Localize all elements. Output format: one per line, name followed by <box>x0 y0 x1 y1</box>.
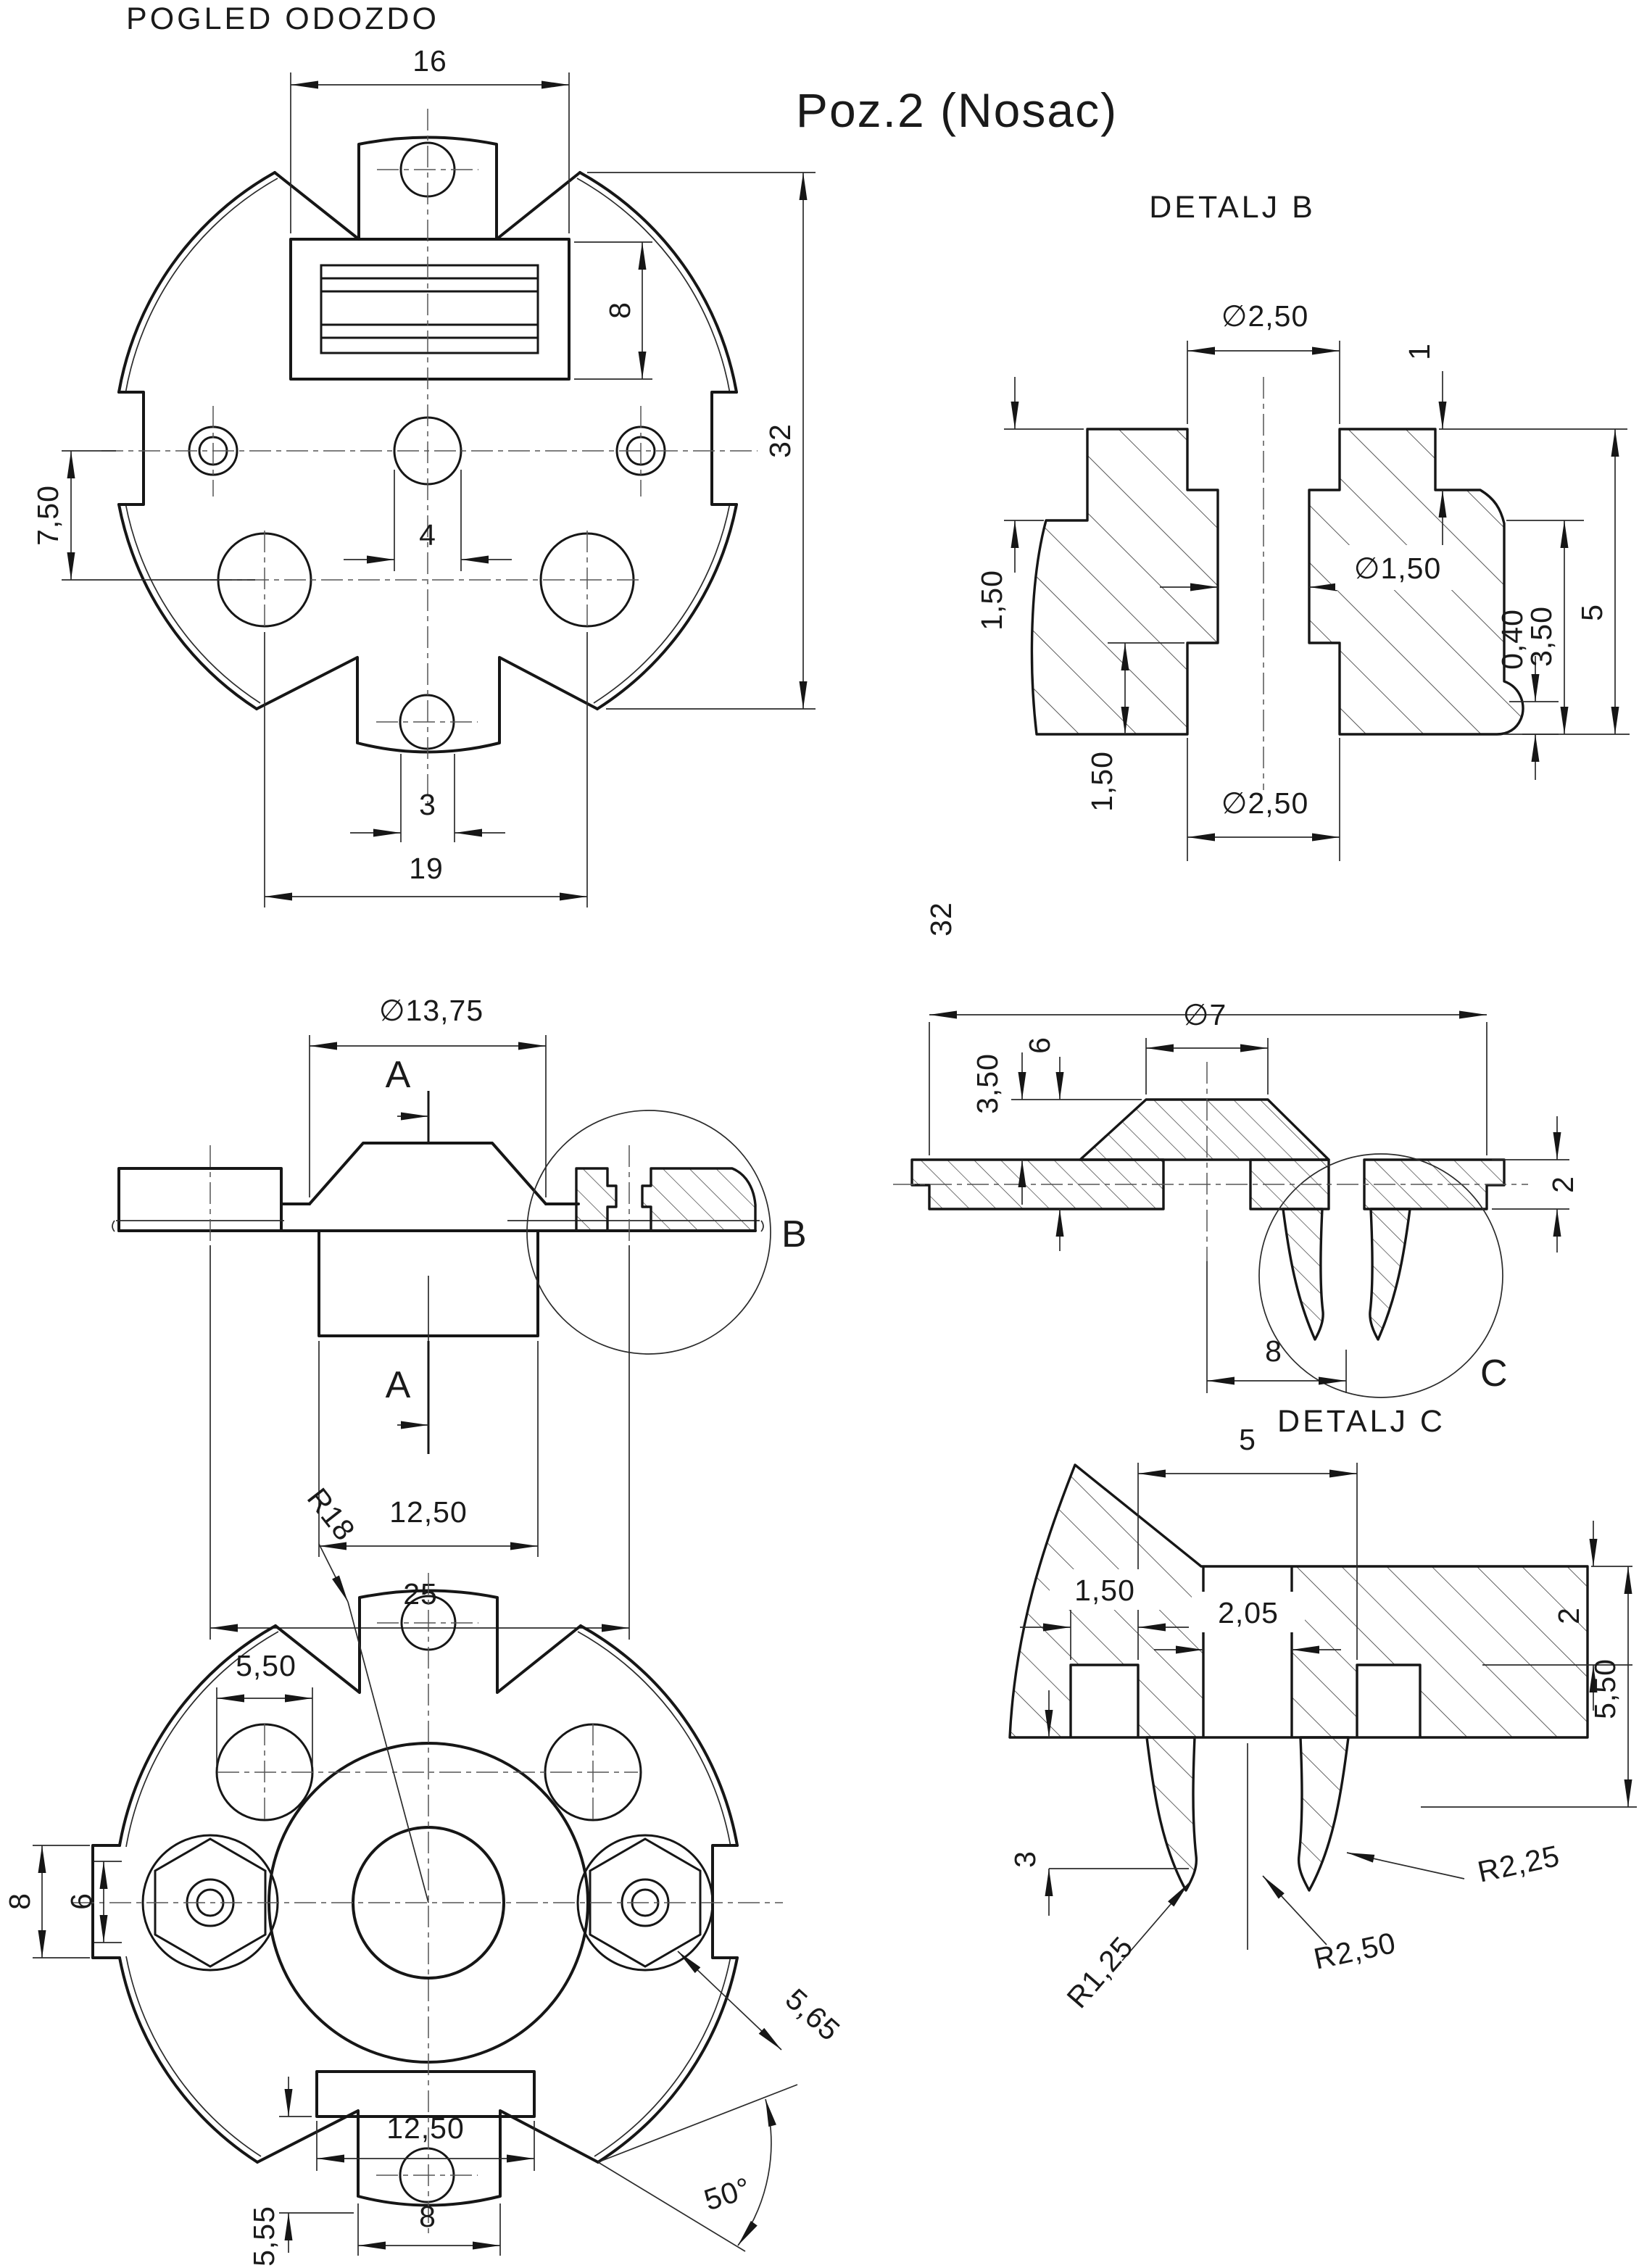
dim-32-height: 32 <box>763 423 797 458</box>
label-b: B <box>781 1213 807 1255</box>
dim-r1-25: R1,25 <box>1060 1930 1140 2015</box>
detail-c-prong-right <box>1299 1737 1348 1890</box>
view-section <box>893 902 1580 1397</box>
view-detalj-c <box>1008 1423 1637 2014</box>
dim-12-50-bar: 12,50 <box>386 2111 465 2145</box>
dim-12-50: 12,50 <box>389 1495 468 1529</box>
section-line-a <box>386 1054 428 1454</box>
dim-r2-25: R2,25 <box>1474 1838 1563 1889</box>
dim-6: 6 <box>1023 1037 1056 1054</box>
dim-4: 4 <box>419 518 436 552</box>
view-front <box>112 994 807 1640</box>
dim-19: 19 <box>409 852 444 885</box>
page-title: Poz.2 (Nosac) <box>795 83 1119 137</box>
dim-3-50: 3,50 <box>1524 606 1558 667</box>
view-title-detalj-b: DETALJ B <box>1149 190 1316 225</box>
dim-2-thickness: 2 <box>1546 1176 1580 1193</box>
dim-dia-13-75: ∅13,75 <box>378 994 484 1027</box>
interior-features <box>189 143 665 749</box>
dim-5-50: 5,50 <box>236 1649 296 1682</box>
detail-b-cut-right <box>642 1168 755 1231</box>
right-side-notch <box>713 1845 737 1958</box>
dim-6-slot: 6 <box>65 1893 98 1910</box>
dim-dia-2-50-bottom: ∅2,50 <box>1221 786 1309 820</box>
dim-dia-1-50: ∅1,50 <box>1353 552 1442 585</box>
prong-right <box>1370 1209 1410 1339</box>
dim-3-tip: 3 <box>1008 1850 1042 1868</box>
dim-1: 1 <box>1403 343 1436 360</box>
dim-dia-7: ∅7 <box>1182 998 1227 1031</box>
dim-5: 5 <box>1575 604 1609 621</box>
dim-8-tab: 8 <box>3 1893 36 1910</box>
dim-8-slot: 8 <box>603 302 636 319</box>
boss-trapezoid <box>1080 1100 1329 1160</box>
dim-1-50-groove: 1,50 <box>1074 1574 1135 1607</box>
dim-50-deg: 50° <box>700 2170 755 2217</box>
dim-5-50-depth: 5,50 <box>1588 1658 1622 1719</box>
dim-1-50-bottom: 1,50 <box>1085 751 1119 812</box>
dim-r2-50: R2,50 <box>1311 1925 1399 1976</box>
view-detalj-b <box>975 299 1630 861</box>
dim-2-thickness-c: 2 <box>1552 1607 1585 1624</box>
dim-32-width: 32 <box>924 902 958 936</box>
dim-3-50-flange: 3,50 <box>971 1053 1004 1114</box>
view-title-pogled-odozdo: POGLED ODOZDO <box>126 1 439 36</box>
dim-8-tab-bottom: 8 <box>419 2200 436 2233</box>
dim-0-40: 0,40 <box>1495 609 1529 670</box>
dim-dia-2-50-top: ∅2,50 <box>1221 299 1309 333</box>
dimensions <box>31 44 816 907</box>
dimensions <box>210 994 629 1640</box>
dim-5-55: 5,55 <box>247 2206 281 2267</box>
view-pogled-odozdo <box>31 44 816 907</box>
prong-left <box>1283 1209 1323 1339</box>
dim-25: 25 <box>403 1577 438 1611</box>
label-a-top: A <box>385 1054 411 1096</box>
label-c: C <box>1480 1353 1508 1395</box>
label-a-bottom: A <box>385 1364 411 1406</box>
detail-b-cut-left <box>576 1168 616 1231</box>
dim-2-05-gap: 2,05 <box>1218 1596 1279 1629</box>
detail-c-prong-left <box>1147 1737 1196 1890</box>
dim-5-65: 5,65 <box>779 1982 847 2048</box>
dim-16: 16 <box>412 44 447 78</box>
dim-8-offset: 8 <box>1265 1334 1282 1368</box>
bottom-bar <box>317 2072 534 2117</box>
dim-r18: R18 <box>300 1482 362 1548</box>
centerlines <box>210 1145 629 1357</box>
dim-1-50-left: 1,50 <box>975 570 1008 631</box>
dim-5-shelf: 5 <box>1239 1423 1256 1456</box>
dim-7-50: 7,50 <box>31 485 65 546</box>
view-title-detalj-c: DETALJ C <box>1277 1404 1445 1439</box>
dim-3: 3 <box>419 788 436 821</box>
